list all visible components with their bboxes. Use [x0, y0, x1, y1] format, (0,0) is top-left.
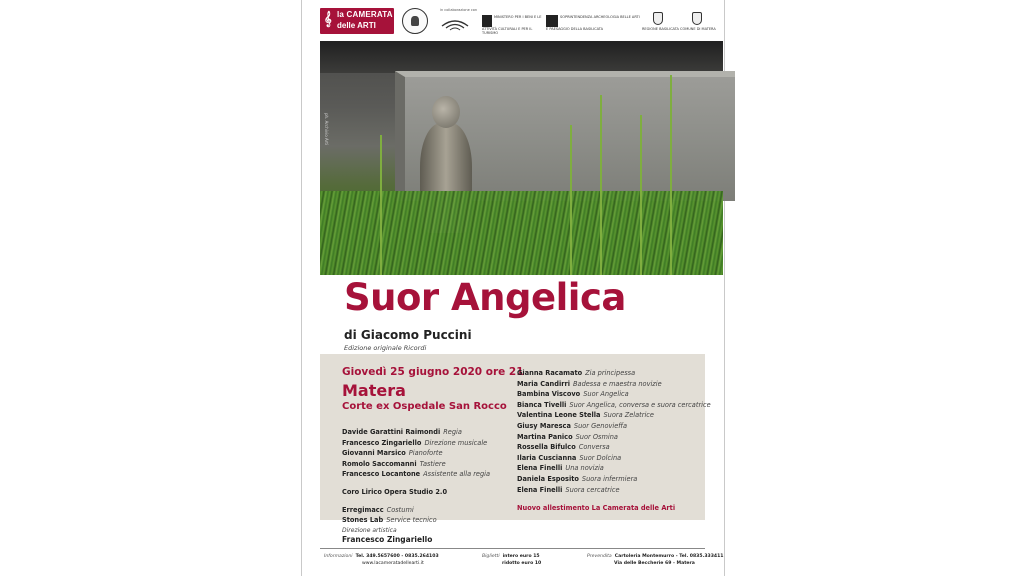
cast-row [517, 411, 705, 422]
photo-grass-stalk [640, 115, 642, 275]
credit-row [342, 460, 522, 471]
cast-row [517, 475, 705, 486]
cast-row [517, 454, 705, 465]
cast-list [517, 369, 711, 496]
camerata-mark-icon: 𝄞 [324, 11, 332, 26]
cast-name: Maria Candirri [517, 379, 570, 388]
cast-row [517, 443, 705, 454]
cast-name: Daniela Esposito [517, 474, 579, 483]
choir-row [342, 488, 522, 499]
comune-label: COMUNE DI MATERA [680, 27, 716, 31]
cast-role: Badessa e maestra novizie [573, 379, 662, 388]
tickets-reduced-price: ridotto euro 10 [502, 561, 542, 566]
event-city: Matera [342, 381, 406, 400]
credit-name: Francesco Zingariello [342, 438, 422, 447]
cast-role: Suora infermiera [581, 474, 638, 483]
camerata-logo [320, 8, 394, 34]
cast-row [517, 422, 705, 433]
footer-presale [587, 553, 724, 567]
info-label: Informazioni [324, 554, 353, 559]
tickets-full-price: intero euro 15 [502, 554, 540, 559]
credit-role: Direzione musicale [424, 438, 488, 447]
credit-name: Davide Garattini Raimondi [342, 428, 441, 436]
soprintendenza-emblem-icon [546, 15, 558, 27]
cast-name: Elena Finelli [517, 485, 563, 494]
presale-label: Prevendita [587, 554, 612, 559]
ministry-label: MINISTERO PER I BENI E LE ATTIVITÀ CULTURALI E PER IL TURISMO [482, 15, 542, 35]
camerata-logo-line1: la CAMERATA [337, 10, 393, 19]
cast-role: Suor Genovieffa [573, 421, 628, 430]
info-phone: Tel. 349.5657600 - 0835.264103 [355, 554, 439, 559]
cast-row [517, 433, 705, 444]
credit-row [342, 428, 522, 439]
cast-row [517, 390, 705, 401]
poster-page [301, 0, 725, 576]
credit-name: Francesco Locantone [342, 470, 421, 479]
cast-row [517, 369, 705, 380]
cast-row [517, 400, 711, 412]
cast-row [517, 486, 705, 497]
composer-subtitle: di Giacomo Puccini [344, 328, 472, 342]
crew-name: Stones Lab [342, 516, 384, 525]
cast-row [517, 380, 705, 391]
cast-name: Giusy Maresca [517, 421, 571, 430]
credit-name: Giovanni Marsico [342, 449, 406, 458]
cast-name: Bambina Viscovo [517, 390, 581, 399]
cast-name: Gianna Racamato [517, 369, 583, 377]
tickets-label: Biglietti [482, 554, 500, 559]
info-panel [320, 354, 711, 525]
cast-name: Bianca Tivelli [517, 400, 567, 409]
photo-credit: ph. Archivio Arti [324, 113, 329, 146]
credit-role: Tastiere [419, 459, 446, 468]
cast-role: Suor Angelica, conversa e suora cercatrice [569, 400, 711, 409]
event-datetime: Giovedì 25 giugno 2020 ore 21 [342, 366, 524, 378]
credit-name: Romolo Saccomanni [342, 459, 417, 468]
ministry-logo [482, 15, 542, 35]
edition-note: Edizione originale Ricordi [344, 344, 427, 352]
cast-row [517, 464, 705, 475]
cast-role: Suora cercatrice [565, 485, 620, 494]
photo-grass-stalk [380, 135, 382, 275]
artistic-direction-label: Direzione artistica [342, 527, 397, 534]
cast-name: Elena Finelli [517, 464, 563, 473]
cast-name: Rossella Bifulco [517, 443, 576, 452]
cast-role: Suora Zelatrice [603, 411, 654, 420]
theatre-emblem-icon [402, 8, 428, 34]
footer-info [324, 553, 439, 567]
crew-role: Costumi [386, 505, 414, 514]
comune-crest-icon [692, 12, 702, 25]
info-website[interactable]: www.lacameratadellearti.it [362, 561, 424, 566]
ministry-emblem-icon [482, 15, 492, 27]
credit-row [342, 470, 522, 481]
cast-role: Una novizia [565, 464, 604, 473]
event-venue: Corte ex Ospedale San Rocco [342, 401, 507, 412]
cast-role: Zia principessa [585, 369, 636, 377]
region-label: REGIONE BASILICATA [642, 27, 679, 31]
choir-name: Coro Lirico Opera Studio 2.0 [342, 487, 448, 496]
photo-grass-stalk [600, 95, 602, 275]
cast-name: Martina Panico [517, 432, 573, 441]
footer-tickets [482, 553, 541, 567]
crew-row [342, 506, 522, 517]
photo-grass-stalk [670, 75, 672, 275]
presale-address: Via delle Beccherie 69 - Matera [614, 561, 695, 566]
crew-row [342, 516, 522, 527]
wave-logo-icon [440, 14, 470, 34]
crew-name: Erregimacc [342, 505, 384, 514]
opera-title: Suor Angelica [344, 276, 626, 319]
credit-role: Pianoforte [408, 449, 443, 458]
artistic-director-name: Francesco Zingariello [342, 535, 433, 544]
footer-divider [320, 548, 705, 549]
crew-role: Service tecnico [386, 516, 437, 525]
cast-role: Suor Angelica [583, 390, 629, 399]
cast-role: Suor Osmina [575, 432, 618, 441]
collaboration-label: in collaborazione con [440, 8, 478, 12]
cast-name: Ilaria Cuscianna [517, 453, 577, 462]
photo-statue-head [432, 96, 460, 128]
credit-role: Assistente alla regia [423, 470, 491, 479]
cast-name: Valentina Leone Stella [517, 411, 601, 420]
cast-role: Suor Dolcina [579, 453, 622, 462]
production-credits [342, 428, 522, 527]
presale-shop: Cartoleria Montemurro - Tel. 0835.333411 [614, 554, 724, 559]
credit-row [342, 439, 522, 450]
sponsor-logo-strip [320, 8, 716, 38]
soprintendenza-label: SOPRINTENDENZA ARCHEOLOGIA BELLE ARTI E PAESAGGIO DELLA BASILICATA [546, 15, 640, 31]
credit-row [342, 449, 522, 460]
cover-photo [320, 41, 723, 275]
new-production-note: Nuovo allestimento La Camerata delle Arti [517, 504, 676, 512]
region-crest-icon [653, 12, 663, 25]
photo-grass-stalk [570, 125, 572, 275]
cast-role: Conversa [578, 443, 610, 452]
camerata-logo-line2: delle ARTI [337, 21, 376, 30]
credit-role: Regia [443, 428, 462, 436]
photo-shadow [320, 41, 723, 73]
soprintendenza-logo [546, 15, 641, 30]
